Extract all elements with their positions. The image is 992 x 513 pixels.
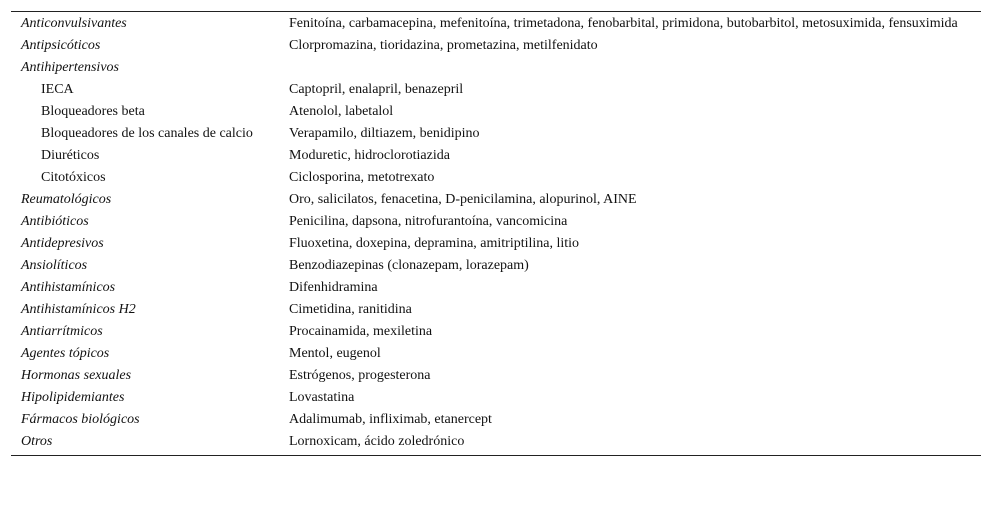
drugs-cell: Procainamida, mexiletina bbox=[289, 324, 433, 339]
drugs-cell: Moduretic, hidroclorotiazida bbox=[289, 148, 450, 163]
table-row bbox=[11, 343, 981, 365]
drug-table-body bbox=[11, 12, 981, 455]
subcategory-cell: Citotóxicos bbox=[41, 170, 106, 185]
category-cell: Antipsicóticos bbox=[21, 38, 101, 53]
category-cell: Otros bbox=[21, 434, 53, 449]
drugs-cell: Lovastatina bbox=[289, 390, 355, 405]
category-cell: Agentes tópicos bbox=[21, 346, 110, 361]
drugs-cell: Fenitoína, carbamacepina, mefenitoína, trimetadona, fenobarbital, primidona, butobarbitol, metosuximida, fensuximida bbox=[289, 16, 958, 31]
table-row bbox=[11, 211, 981, 233]
drugs-cell: Penicilina, dapsona, nitrofurantoína, vancomicina bbox=[289, 214, 568, 229]
drugs-cell: Fluoxetina, doxepina, depramina, amitriptilina, litio bbox=[289, 236, 580, 251]
table-row bbox=[11, 79, 981, 101]
subcategory-cell: Bloqueadores beta bbox=[41, 104, 145, 119]
category-cell: Antibióticos bbox=[21, 214, 89, 229]
category-cell: Ansiolíticos bbox=[21, 258, 88, 273]
drugs-cell: Benzodiazepinas (clonazepam, lorazepam) bbox=[289, 258, 529, 273]
table-row bbox=[11, 101, 981, 123]
drugs-cell: Lornoxicam, ácido zoledrónico bbox=[289, 434, 465, 449]
subcategory-cell: Diuréticos bbox=[41, 148, 100, 163]
drug-table bbox=[11, 12, 981, 455]
category-cell: Hormonas sexuales bbox=[21, 368, 132, 383]
drugs-cell: Difenhidramina bbox=[289, 280, 378, 295]
table-row bbox=[11, 189, 981, 211]
table-row bbox=[11, 35, 981, 57]
drugs-cell: Mentol, eugenol bbox=[289, 346, 381, 361]
drugs-cell: Adalimumab, infliximab, etanercept bbox=[289, 412, 492, 427]
drug-table-container bbox=[11, 11, 981, 456]
table-row bbox=[11, 431, 981, 455]
subcategory-cell: Bloqueadores de los canales de calcio bbox=[41, 126, 253, 141]
drugs-cell: Cimetidina, ranitidina bbox=[289, 302, 412, 317]
subcategory-cell: IECA bbox=[41, 82, 74, 97]
category-cell: Antiarrítmicos bbox=[21, 324, 103, 339]
drugs-cell: Ciclosporina, metotrexato bbox=[289, 170, 435, 185]
table-row bbox=[11, 233, 981, 255]
table-row bbox=[11, 409, 981, 431]
drugs-cell: Verapamilo, diltiazem, benidipino bbox=[289, 126, 480, 141]
drugs-cell: Atenolol, labetalol bbox=[289, 104, 394, 119]
category-cell: Antihipertensivos bbox=[21, 60, 119, 75]
table-row bbox=[11, 299, 981, 321]
table-row bbox=[11, 365, 981, 387]
category-cell: Reumatológicos bbox=[21, 192, 112, 207]
drugs-cell: Oro, salicilatos, fenacetina, D-penicilamina, alopurinol, AINE bbox=[289, 192, 637, 207]
table-row bbox=[11, 277, 981, 299]
table-row bbox=[11, 123, 981, 145]
table-row bbox=[11, 321, 981, 343]
category-cell: Antihistamínicos H2 bbox=[21, 302, 136, 317]
table-row bbox=[11, 12, 981, 35]
table-row bbox=[11, 387, 981, 409]
drugs-cell: Clorpromazina, tioridazina, prometazina, metilfenidato bbox=[289, 38, 598, 53]
category-cell: Antidepresivos bbox=[21, 236, 104, 251]
drugs-cell: Captopril, enalapril, benazepril bbox=[289, 82, 464, 97]
category-cell: Anticonvulsivantes bbox=[21, 16, 127, 31]
table-row bbox=[11, 167, 981, 189]
category-cell: Antihistamínicos bbox=[21, 280, 116, 295]
drugs-cell: Estrógenos, progesterona bbox=[289, 368, 431, 383]
category-cell: Hipolipidemiantes bbox=[21, 390, 125, 405]
table-row bbox=[11, 57, 981, 79]
table-row bbox=[11, 255, 981, 277]
category-cell: Fármacos biológicos bbox=[21, 412, 140, 427]
table-row bbox=[11, 145, 981, 167]
drugs-cell bbox=[279, 57, 981, 79]
